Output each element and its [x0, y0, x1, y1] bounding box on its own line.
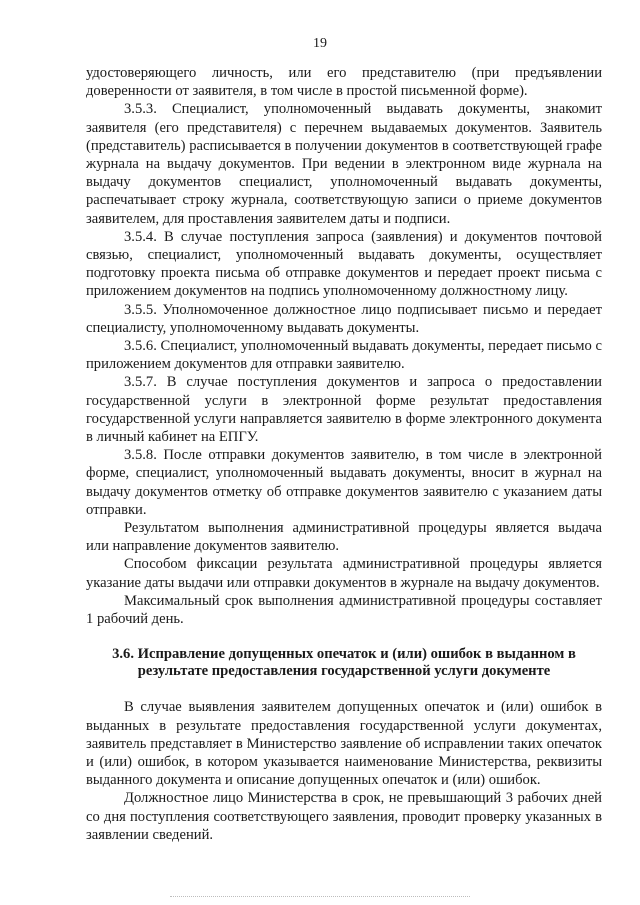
paragraph-official-check: Должностное лицо Министерства в срок, не превышающий 3 рабочих дней со дня поступления соответствующего заявления, проводит проверку указанных в заявлении сведений.: [86, 790, 602, 843]
paragraph-3-5-3: 3.5.3. Специалист, уполномоченный выдавать документы, знакомит заявителя (его представителя) с перечнем выдаваемых документов. Заявитель (представитель) расписывается в получении документов в соответствующей графе журнала на выдачу документов. При ведении в электронном виде журнала на выдачу документов специалист, уполномоченный выдавать документы, распечатывает строку журнала, соответствующую записи о приеме документов заявителем, для проставления заявителем даты и подписи.: [86, 101, 602, 227]
paragraph-result: Результатом выполнения административной процедуры является выдача или направление документов заявителю.: [86, 520, 602, 555]
section-heading-3-6: 3.6. Исправление допущенных опечаток и (или) ошибок в выданном в результате предоставления государственной услуги документе: [112, 646, 576, 680]
paragraph-error-correction: В случае выявления заявителем допущенных опечаток и (или) ошибок в выданных в результате предоставления государственной услуги документах, заявитель представляет в Министерство заявление об исправлении таких опечаток и (или) ошибок, в котором указывается наименование Министерства, реквизиты выданного документа и описание допущенных опечаток и (или) ошибок.: [86, 699, 602, 789]
page-number: 19: [313, 36, 327, 51]
paragraph-3-5-7: 3.5.7. В случае поступления документов и запроса о предоставлении государственной услуги в электронной форме результат предоставления государственной услуги направляется заявителю в форме электронного документа в личный кабинет на ЕПГУ.: [86, 374, 602, 446]
paragraph-3-5-5: 3.5.5. Уполномоченное должностное лицо подписывает письмо и передает специалисту, уполномоченному выдавать документы.: [86, 301, 602, 336]
footer-divider: [170, 896, 470, 897]
paragraph-continuation: удостоверяющего личность, или его представителю (при предъявлении доверенности от заявителя, в том числе в простой письменной форме).: [86, 65, 602, 100]
document-body: [86, 64, 602, 844]
paragraph-3-5-8: 3.5.8. После отправки документов заявителю, в том числе в электронной форме, специалист, уполномоченный выдавать документы, вносит в журнал на выдачу документов отметку об отправке документов заявителю с указанием даты отправки.: [86, 447, 602, 518]
paragraph-3-5-6: 3.5.6. Специалист, уполномоченный выдавать документы, передает письмо с приложением документов для отправки заявителю.: [86, 338, 602, 373]
paragraph-3-5-4: 3.5.4. В случае поступления запроса (заявления) и документов почтовой связью, специалист, уполномоченный выдавать документы, осуществляет подготовку проекта письма об отправке документов и передает проект письма с приложением документов на подпись уполномоченному должностному лицу.: [86, 228, 602, 300]
paragraph-max-term: Максимальный срок выполнения административной процедуры составляет 1 рабочий день.: [86, 592, 602, 628]
paragraph-fixation: Способом фиксации результата административной процедуры является указание даты выдачи или отправки документов в журнале на выдачу документов.: [86, 556, 602, 591]
